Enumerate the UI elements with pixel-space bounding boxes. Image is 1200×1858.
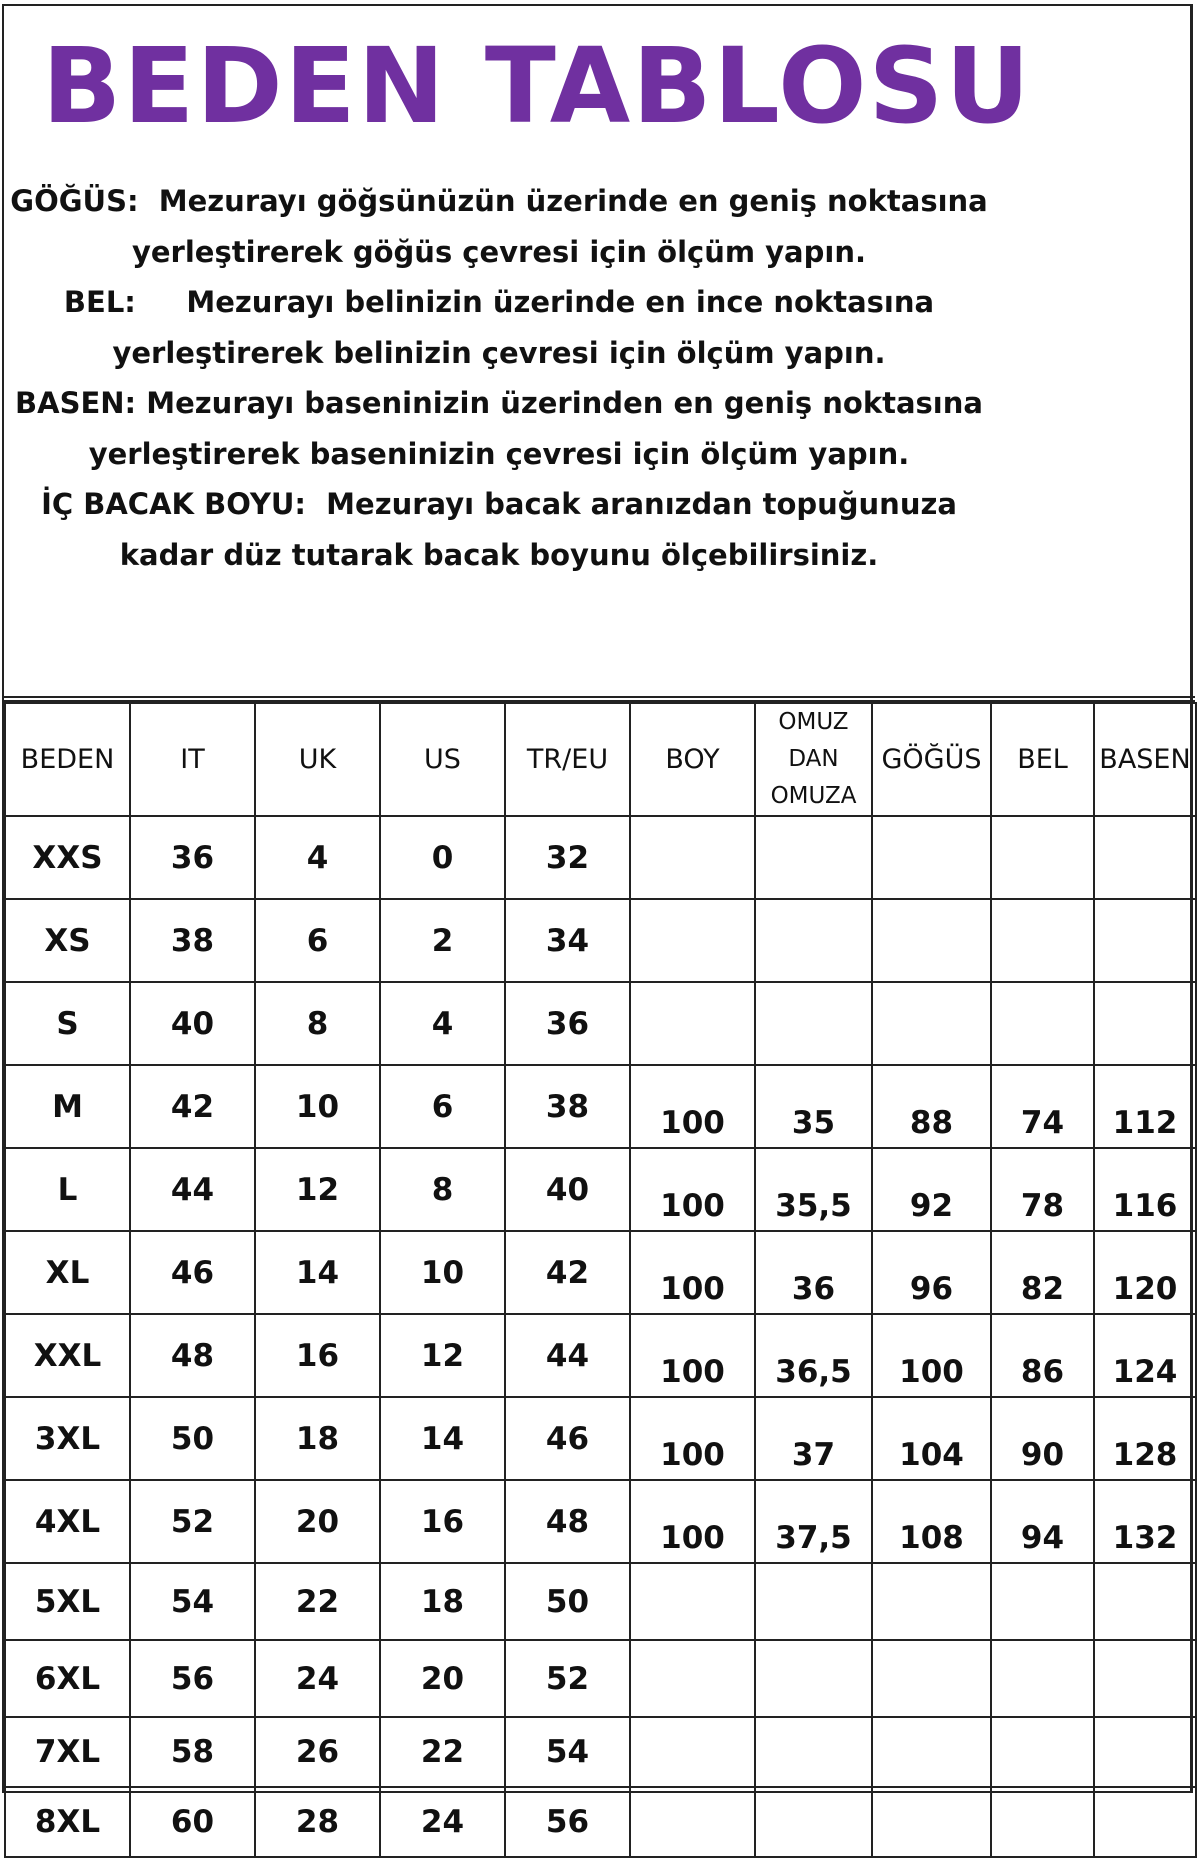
header-omuz-line1: OMUZ (778, 709, 849, 735)
table-row (5, 899, 1196, 982)
instruction-chest-continuation: yerleştirerek göğüs çevresi için ölçüm yapın. (131, 234, 866, 269)
cell-it: 48 (130, 1314, 255, 1397)
table-row (5, 1314, 1196, 1397)
cell-it: 56 (130, 1640, 255, 1717)
cell-basen: 132 (1094, 1480, 1196, 1563)
table-row (5, 1148, 1196, 1231)
cell-boy (630, 982, 755, 1065)
cell-gogus (872, 1717, 991, 1787)
cell-bel (991, 899, 1094, 982)
header-basen: BASEN (1094, 703, 1196, 816)
cell-uk: 24 (255, 1640, 380, 1717)
cell-us: 24 (380, 1787, 505, 1857)
table-row (5, 1397, 1196, 1480)
cell-it: 42 (130, 1065, 255, 1148)
cell-basen: 124 (1094, 1314, 1196, 1397)
cell-omuz (755, 1787, 872, 1857)
cell-us: 2 (380, 899, 505, 982)
cell-omuz: 35 (755, 1065, 872, 1148)
instruction-label: BEL: (63, 285, 136, 319)
cell-treu: 34 (505, 899, 630, 982)
cell-uk: 14 (255, 1231, 380, 1314)
cell-treu: 32 (505, 816, 630, 899)
instruction-label: İÇ BACAK BOYU: (41, 487, 306, 521)
cell-boy: 100 (630, 1314, 755, 1397)
cell-basen (1094, 1787, 1196, 1857)
header-omuz-line3: OMUZA (770, 783, 857, 809)
cell-omuz: 36 (755, 1231, 872, 1314)
header-bel: BEL (991, 703, 1094, 816)
cell-beden: S (5, 982, 130, 1065)
cell-beden: 4XL (5, 1480, 130, 1563)
instruction-text: Mezurayı göğsünüzün üzerinde en geniş noktasına (158, 184, 988, 218)
cell-gogus: 96 (872, 1231, 991, 1314)
cell-gogus (872, 899, 991, 982)
cell-gogus (872, 1563, 991, 1640)
instruction-text: Mezurayı baseninizin üzerinden en geniş noktasına (146, 386, 983, 420)
cell-basen (1094, 816, 1196, 899)
header-omuz-line2: DAN (788, 746, 839, 772)
cell-it: 60 (130, 1787, 255, 1857)
header-gogus: GÖĞÜS (872, 703, 991, 816)
cell-omuz: 36,5 (755, 1314, 872, 1397)
cell-treu: 36 (505, 982, 630, 1065)
cell-uk: 10 (255, 1065, 380, 1148)
cell-uk: 26 (255, 1717, 380, 1787)
instruction-text: Mezurayı belinizin üzerinde en ince noktasına (186, 285, 935, 319)
cell-boy (630, 816, 755, 899)
cell-treu: 42 (505, 1231, 630, 1314)
cell-us: 12 (380, 1314, 505, 1397)
cell-boy: 100 (630, 1148, 755, 1231)
cell-us: 20 (380, 1640, 505, 1717)
cell-boy (630, 1717, 755, 1787)
cell-beden: 3XL (5, 1397, 130, 1480)
table-row (5, 1717, 1196, 1787)
cell-basen: 116 (1094, 1148, 1196, 1231)
cell-uk: 20 (255, 1480, 380, 1563)
cell-gogus: 100 (872, 1314, 991, 1397)
cell-treu: 54 (505, 1717, 630, 1787)
cell-gogus (872, 1787, 991, 1857)
cell-beden: XL (5, 1231, 130, 1314)
instruction-gap (306, 487, 326, 521)
cell-omuz (755, 982, 872, 1065)
table-row (5, 816, 1196, 899)
cell-us: 0 (380, 816, 505, 899)
instruction-gap (136, 386, 146, 420)
cell-boy: 100 (630, 1397, 755, 1480)
cell-uk: 22 (255, 1563, 380, 1640)
size-chart-page (2, 4, 1193, 1840)
header-treu: TR/EU (505, 703, 630, 816)
cell-gogus: 92 (872, 1148, 991, 1231)
header-beden: BEDEN (5, 703, 130, 816)
instruction-label: BASEN: (15, 386, 137, 420)
table-row (5, 1231, 1196, 1314)
table-row (5, 1640, 1196, 1717)
cell-bel (991, 816, 1094, 899)
cell-beden: XS (5, 899, 130, 982)
cell-basen: 112 (1094, 1065, 1196, 1148)
instruction-hip-continuation: yerleştirerek baseninizin çevresi için ölçüm yapın. (88, 436, 910, 471)
cell-omuz (755, 1640, 872, 1717)
table-row (5, 1480, 1196, 1563)
cell-boy (630, 899, 755, 982)
cell-basen (1094, 899, 1196, 982)
cell-beden: 8XL (5, 1787, 130, 1857)
cell-beden: 7XL (5, 1717, 130, 1787)
cell-beden: L (5, 1148, 130, 1231)
cell-basen (1094, 1563, 1196, 1640)
size-table-container (4, 696, 1195, 1858)
cell-us: 8 (380, 1148, 505, 1231)
instruction-waist (4, 277, 994, 328)
cell-uk: 6 (255, 899, 380, 982)
cell-us: 16 (380, 1480, 505, 1563)
cell-uk: 4 (255, 816, 380, 899)
cell-boy (630, 1787, 755, 1857)
cell-gogus (872, 816, 991, 899)
instruction-hip (4, 378, 994, 429)
cell-bel: 86 (991, 1314, 1094, 1397)
header-it: IT (130, 703, 255, 816)
cell-omuz (755, 1717, 872, 1787)
measurement-instructions (4, 176, 994, 580)
cell-bel: 90 (991, 1397, 1094, 1480)
cell-gogus (872, 1640, 991, 1717)
cell-beden: M (5, 1065, 130, 1148)
cell-it: 40 (130, 982, 255, 1065)
cell-bel: 82 (991, 1231, 1094, 1314)
cell-beden: 6XL (5, 1640, 130, 1717)
cell-bel (991, 1563, 1094, 1640)
cell-boy: 100 (630, 1231, 755, 1314)
cell-it: 36 (130, 816, 255, 899)
cell-uk: 28 (255, 1787, 380, 1857)
instruction-chest (4, 176, 994, 227)
cell-treu: 40 (505, 1148, 630, 1231)
cell-boy: 100 (630, 1480, 755, 1563)
cell-omuz (755, 1563, 872, 1640)
cell-boy (630, 1640, 755, 1717)
cell-us: 6 (380, 1065, 505, 1148)
size-table (4, 702, 1197, 1858)
cell-boy: 100 (630, 1065, 755, 1148)
cell-omuz: 35,5 (755, 1148, 872, 1231)
cell-bel: 94 (991, 1480, 1094, 1563)
cell-beden: XXL (5, 1314, 130, 1397)
table-row (5, 1563, 1196, 1640)
cell-treu: 52 (505, 1640, 630, 1717)
cell-treu: 56 (505, 1787, 630, 1857)
cell-it: 50 (130, 1397, 255, 1480)
cell-basen (1094, 1717, 1196, 1787)
cell-basen (1094, 982, 1196, 1065)
header-uk: UK (255, 703, 380, 816)
cell-basen: 128 (1094, 1397, 1196, 1480)
cell-gogus: 108 (872, 1480, 991, 1563)
cell-bel (991, 1640, 1094, 1717)
cell-it: 38 (130, 899, 255, 982)
cell-it: 46 (130, 1231, 255, 1314)
cell-uk: 12 (255, 1148, 380, 1231)
cell-us: 4 (380, 982, 505, 1065)
cell-bel: 78 (991, 1148, 1094, 1231)
instruction-inseam-continuation: kadar düz tutarak bacak boyunu ölçebilirsiniz. (119, 537, 879, 572)
cell-treu: 38 (505, 1065, 630, 1148)
cell-omuz (755, 899, 872, 982)
cell-uk: 18 (255, 1397, 380, 1480)
cell-basen: 120 (1094, 1231, 1196, 1314)
instruction-inseam (4, 479, 994, 530)
cell-omuz: 37,5 (755, 1480, 872, 1563)
cell-treu: 48 (505, 1480, 630, 1563)
cell-beden: XXS (5, 816, 130, 899)
cell-treu: 46 (505, 1397, 630, 1480)
cell-us: 10 (380, 1231, 505, 1314)
table-row (5, 1787, 1196, 1857)
cell-it: 44 (130, 1148, 255, 1231)
cell-boy (630, 1563, 755, 1640)
instruction-waist-continuation: yerleştirerek belinizin çevresi için ölçüm yapın. (112, 335, 886, 370)
cell-us: 22 (380, 1717, 505, 1787)
cell-omuz (755, 816, 872, 899)
cell-it: 52 (130, 1480, 255, 1563)
cell-beden: 5XL (5, 1563, 130, 1640)
instruction-gap (139, 184, 159, 218)
cell-gogus: 88 (872, 1065, 991, 1148)
header-omuz (755, 703, 872, 816)
table-row (5, 982, 1196, 1065)
instruction-gap (136, 285, 186, 319)
cell-it: 58 (130, 1717, 255, 1787)
cell-us: 14 (380, 1397, 505, 1480)
instruction-label: GÖĞÜS: (10, 184, 139, 218)
cell-treu: 44 (505, 1314, 630, 1397)
table-header-row (5, 703, 1196, 816)
cell-bel (991, 1787, 1094, 1857)
cell-bel (991, 982, 1094, 1065)
cell-uk: 16 (255, 1314, 380, 1397)
cell-uk: 8 (255, 982, 380, 1065)
page-title: BEDEN TABLOSU (42, 25, 1032, 147)
cell-treu: 50 (505, 1563, 630, 1640)
header-us: US (380, 703, 505, 816)
cell-gogus (872, 982, 991, 1065)
header-boy: BOY (630, 703, 755, 816)
cell-gogus: 104 (872, 1397, 991, 1480)
cell-bel: 74 (991, 1065, 1094, 1148)
cell-us: 18 (380, 1563, 505, 1640)
cell-omuz: 37 (755, 1397, 872, 1480)
table-row (5, 1065, 1196, 1148)
cell-basen (1094, 1640, 1196, 1717)
instruction-text: Mezurayı bacak aranızdan topuğunuza (326, 487, 957, 521)
cell-bel (991, 1717, 1094, 1787)
cell-it: 54 (130, 1563, 255, 1640)
